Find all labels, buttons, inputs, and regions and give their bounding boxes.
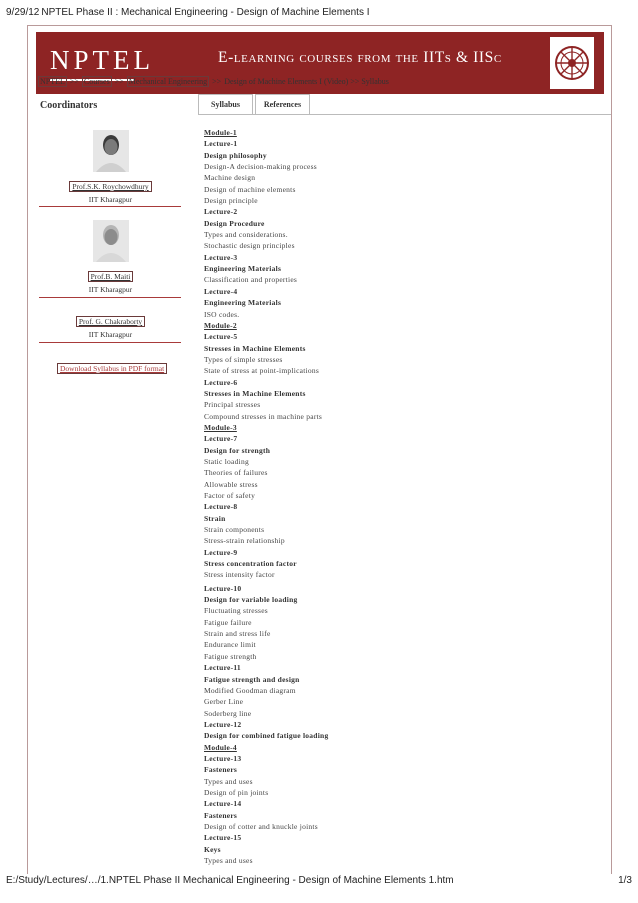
syllabus-lecture: Lecture-15 [204, 833, 242, 843]
print-path: E:/Study/Lectures/…/1.NPTEL Phase II Mechanical Engineering - Design of Machine Elements 1.htm [6, 875, 454, 886]
syllabus-item: ISO codes. [204, 309, 240, 319]
syllabus-item: Design principle [204, 196, 258, 206]
breadcrumb-current: Design of Machine Elements I (Video) >> Syllabus [224, 77, 389, 86]
breadcrumb-sep: >> [114, 77, 124, 86]
print-page-number: 1/3 [618, 875, 632, 886]
syllabus-item: Classification and properties [204, 275, 298, 285]
syllabus-lecture: Lecture-2 [204, 207, 238, 217]
syllabus-item: Theories of failures [204, 468, 268, 478]
syllabus-topic: Engineering Materials [204, 264, 282, 274]
divider [39, 297, 181, 298]
divider [39, 206, 181, 207]
tab-rule [198, 114, 612, 115]
syllabus-item: Soderberg line [204, 708, 252, 718]
syllabus-topic: Engineering Materials [204, 298, 282, 308]
breadcrumb-sep: >> [212, 77, 222, 86]
tab-bar [198, 94, 312, 114]
print-date: 9/29/12 [6, 7, 40, 18]
syllabus-item: Strain and stress life [204, 629, 271, 639]
syllabus-item: Allowable stress [204, 479, 258, 489]
nptel-logo[interactable]: NPTEL [50, 45, 154, 75]
syllabus-topic: Design for combined fatigue loading [204, 731, 329, 741]
emblem-icon [550, 37, 594, 89]
syllabus-lecture: Lecture-1 [204, 139, 238, 149]
syllabus-item: Fatigue strength [204, 651, 257, 661]
tab-syllabus[interactable]: Syllabus [198, 94, 253, 114]
syllabus-item: Types and uses [204, 856, 253, 865]
syllabus-item: Stress intensity factor [204, 570, 275, 580]
syllabus-item: Compound stresses in machine parts [204, 411, 323, 421]
syllabus-lecture: Lecture-3 [204, 252, 238, 262]
syllabus-topic: Fasteners [204, 765, 238, 775]
syllabus-lecture: Lecture-9 [204, 547, 238, 557]
syllabus-lecture: Lecture-14 [204, 799, 242, 809]
syllabus-item: Fatigue failure [204, 617, 252, 627]
syllabus-item: Design of pin joints [204, 787, 269, 797]
syllabus-item: Principal stresses [204, 400, 261, 410]
avatar [93, 130, 129, 172]
syllabus-topic: Design for strength [204, 445, 271, 455]
download-pdf-link[interactable]: Download Syllabus in PDF format [57, 363, 167, 374]
syllabus-module[interactable]: Module-3 [204, 422, 237, 432]
syllabus-lecture: Lecture-8 [204, 502, 238, 512]
banner-tagline: E-learning courses from the IITs & IISc [218, 49, 502, 66]
syllabus-topic: Design philosophy [204, 150, 267, 160]
syllabus-topic: Design Procedure [204, 218, 265, 228]
coordinator-institute: IIT Kharagpur [88, 330, 133, 339]
syllabus-topic: Fasteners [204, 810, 238, 820]
syllabus-lecture: Lecture-13 [204, 753, 242, 763]
syllabus-list [204, 127, 584, 866]
syllabus-topic: Stresses in Machine Elements [204, 343, 306, 353]
syllabus-item: Gerber Line [204, 697, 244, 707]
syllabus-item: Types of simple stresses [204, 354, 283, 364]
divider [39, 342, 181, 343]
syllabus-item: Modified Goodman diagram [204, 685, 296, 695]
syllabus-item: Types and uses [204, 776, 253, 786]
syllabus-topic: Keys [204, 844, 221, 854]
syllabus-item: Design-A decision-making process [204, 162, 317, 172]
breadcrumb-mechanical[interactable]: Mechanical Engineering [128, 77, 208, 86]
syllabus-topic: Stress concentration factor [204, 559, 297, 569]
page-frame [27, 25, 612, 874]
syllabus-item: Machine design [204, 173, 256, 183]
syllabus-item: Fluctuating stresses [204, 606, 268, 616]
breadcrumb [38, 77, 389, 86]
tab-references[interactable]: References [255, 94, 310, 114]
syllabus-item: Factor of safety [204, 491, 256, 500]
syllabus-item: Types and considerations. [204, 230, 288, 240]
coordinator-name[interactable]: Prof.S.K. Roychowdhury [69, 181, 151, 192]
syllabus-item: Endurance limit [204, 640, 256, 650]
breadcrumb-nptel[interactable]: NPTEL [40, 77, 65, 86]
syllabus-lecture: Lecture-6 [204, 377, 238, 387]
syllabus-module[interactable]: Module-1 [204, 128, 237, 137]
syllabus-module[interactable]: Module-4 [204, 742, 237, 752]
syllabus-lecture: Lecture-7 [204, 434, 238, 444]
syllabus-lecture: Lecture-4 [204, 286, 238, 296]
print-title: NPTEL Phase II : Mechanical Engineering - Design of Machine Elements I [41, 7, 370, 18]
syllabus-lecture: Lecture-5 [204, 332, 238, 342]
syllabus-lecture: Lecture-12 [204, 719, 242, 729]
coordinators-title: Coordinators [40, 100, 98, 111]
coordinator-name[interactable]: Prof.B. Maiti [88, 271, 134, 282]
syllabus-item: Design of cotter and knuckle joints [204, 821, 318, 831]
syllabus-item: Static loading [204, 456, 249, 466]
coordinator-name[interactable]: Prof. G. Chakraborty [76, 316, 145, 327]
syllabus-lecture: Lecture-11 [204, 663, 241, 673]
syllabus-topic: Stresses in Machine Elements [204, 388, 306, 398]
syllabus-topic: Fatigue strength and design [204, 674, 300, 684]
syllabus-item: State of stress at point-implications [204, 366, 320, 376]
breadcrumb-courses[interactable]: Courses [83, 77, 110, 86]
syllabus-item: Design of machine elements [204, 184, 296, 194]
coordinator-institute: IIT Kharagpur [88, 285, 133, 294]
coordinator-institute: IIT Kharagpur [88, 195, 133, 204]
syllabus-item: Stress-strain relationship [204, 536, 285, 546]
print-footer [6, 875, 632, 886]
coordinator-card [38, 311, 183, 339]
syllabus-module[interactable]: Module-2 [204, 320, 237, 330]
coordinator-card [38, 220, 183, 294]
syllabus-item: Stochastic design principles [204, 241, 295, 251]
print-header [6, 7, 370, 18]
syllabus-topic: Strain [204, 513, 226, 523]
breadcrumb-sep: >> [69, 77, 79, 86]
avatar [93, 220, 129, 262]
syllabus-topic: Design for variable loading [204, 595, 298, 605]
syllabus-lecture: Lecture-10 [204, 583, 242, 593]
syllabus-item: Strain components [204, 525, 265, 535]
coordinator-card [38, 130, 183, 204]
